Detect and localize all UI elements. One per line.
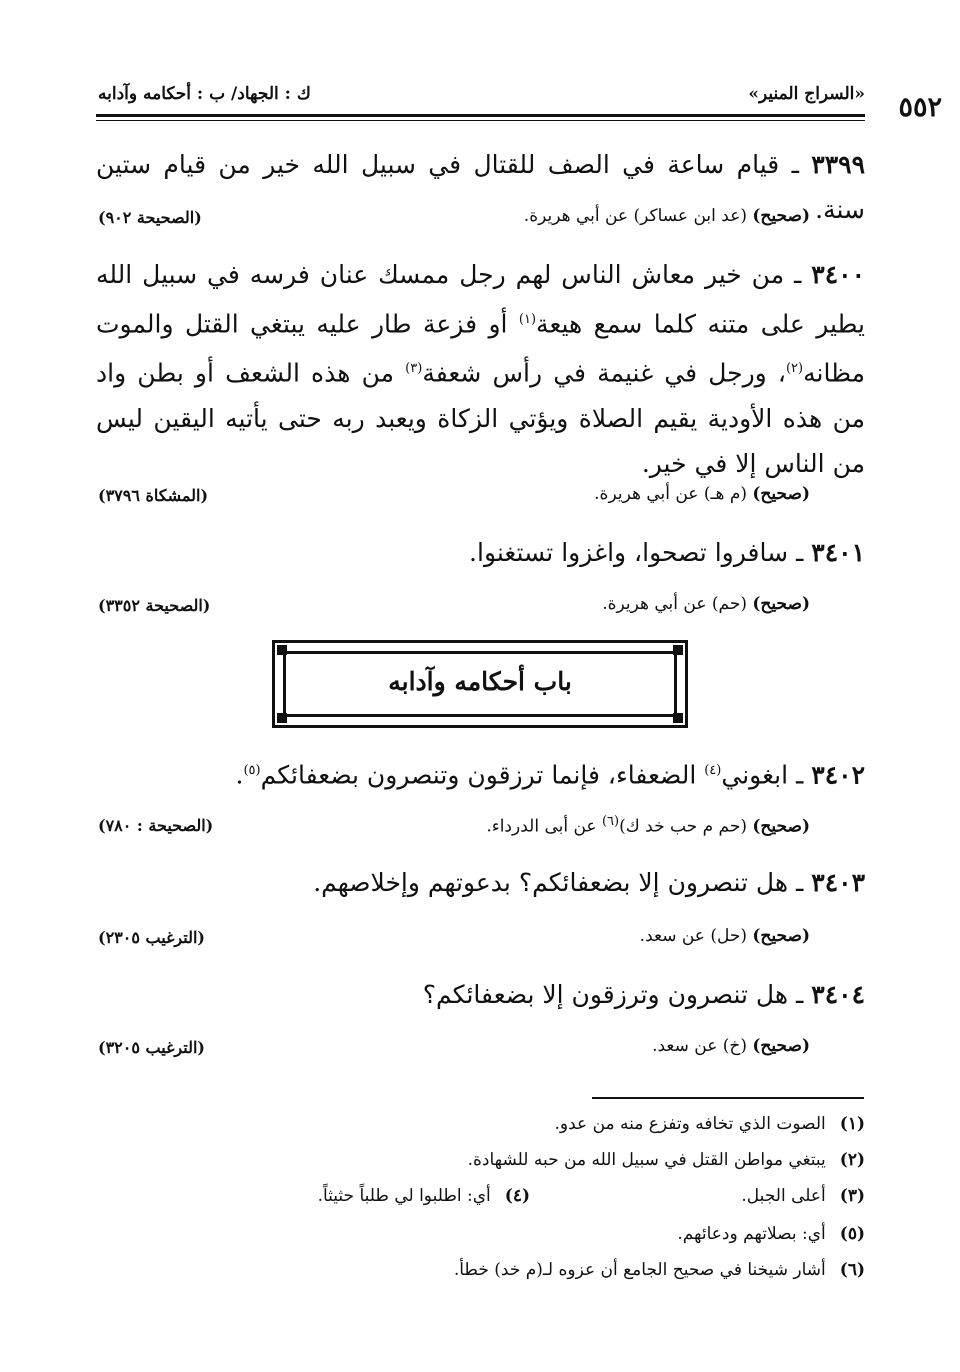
footnote-mark: (٣) [839,1186,865,1206]
hadith-text: هل تنصرون وترزقون إلا بضعفائكم؟ [422,980,789,1009]
hadith-text-part3: . [235,760,244,790]
footnote-ref-3: (٣) [405,361,423,377]
hadith-3400 [96,252,865,486]
hadith-dash: ـ [794,260,802,289]
hadith-3404 [96,972,865,1017]
footnote-separator [592,1097,864,1099]
hadith-3401 [96,530,865,575]
footnote-text: الصوت الذي تخافه وتفزع منه من عدو. [554,1114,826,1134]
hadith-grade: (صحيح) [752,206,810,226]
footnote-text: أي: اطلبوا لي طلباً حثيثاً. [317,1186,491,1206]
hadith-grade: (صحيح) [752,926,810,946]
footnote-ref-1: (١) [518,312,537,327]
hadith-text: قيام ساعة في الصف للقتال في سبيل الله خير من قيام ستين سنة. [96,150,865,224]
hadith-attribution: (عد ابن عساكر) عن أبي هريرة. [523,206,747,226]
hadith-dash: ـ [796,538,804,567]
corner-ornament [673,645,683,655]
hadith-3402 [96,748,865,797]
hadith-reference: (الصحيحة ٣٣٥٢) [98,596,211,615]
hadith-dash: ـ [791,150,799,179]
footnote-ref-4: (٤) [704,763,722,778]
hadith-source [594,484,810,504]
header-rule-thick [96,114,865,117]
chapter-heading-box [272,640,688,728]
hadith-dash: ـ [796,980,804,1009]
footnote-2 [468,1150,865,1170]
hadith-number: ٣٣٩٩ [811,150,865,179]
hadith-attribution: (حل) عن سعد. [639,926,747,946]
hadith-source [640,926,810,946]
hadith-attribution: (حم) عن أبي هريرة. [602,594,747,614]
chapter-reference: ك : الجهاد/ ب : أحكامه وآدابه [98,84,311,104]
hadith-attribution-part2: عن أبى الدرداء. [486,816,602,837]
hadith-text-part1: من خير معاش الناس لهم رجل ممسك عنان فرسه في سبيل الله يطير على متنه كلما سمع هيعة [96,260,865,339]
footnote-mark: (٥) [839,1224,865,1244]
footnote-4 [318,1186,530,1206]
corner-ornament [277,713,287,723]
chapter-title: باب أحكامه وآدابه [388,667,572,696]
footnote-1 [555,1114,866,1134]
hadith-grade: (صحيح) [752,1036,810,1056]
hadith-reference: (المشكاة ٣٧٩٦) [98,486,209,505]
hadith-number: ٣٤٠٢ [811,760,865,790]
hadith-number: ٣٤٠٠ [811,260,865,289]
hadith-3403 [96,860,865,905]
hadith-dash: ـ [796,760,804,790]
hadith-text: هل تنصرون إلا بضعفائكم؟ بدعوتهم وإخلاصهم. [313,868,789,897]
hadith-dash: ـ [796,868,804,897]
hadith-text-part2: أو فزعة طار عليه يبتغي القتل والموت مظانه [96,309,865,388]
footnote-mark: (٦) [839,1260,865,1280]
hadith-text: سافروا تصحوا، واغزوا تستغنوا. [469,538,789,567]
hadith-grade: (صحيح) [752,816,810,837]
book-title: «السراج المنير» [748,84,865,104]
footnote-ref-5: (٥) [243,763,261,778]
hadith-source [524,206,810,226]
hadith-source [486,814,810,837]
hadith-grade: (صحيح) [752,594,810,614]
hadith-text-part4: من هذه الشعف أو بطن واد من هذه الأودية يقيم الصلاة ويؤتي الزكاة ويعبد ربه حتى يأتيه اليقين ليس من الناس إلا في خير. [96,358,865,478]
hadith-number: ٣٤٠١ [811,538,865,567]
footnote-3 [741,1186,865,1206]
corner-ornament [277,645,287,655]
hadith-attribution: (م هـ) عن أبي هريرة. [594,484,747,504]
footnote-ref-6: (٦) [601,814,620,829]
hadith-grade: (صحيح) [752,484,810,504]
hadith-text-part3: ، ورجل في غنيمة في رأس شعفة [422,358,786,388]
hadith-source [652,1036,810,1056]
hadith-reference: (الترغيب ٣٢٠٥) [98,1038,205,1057]
hadith-reference: (الترغيب ٢٣٠٥) [98,928,205,947]
footnote-mark: (٢) [839,1150,865,1170]
footnote-text: أشار شيخنا في صحيح الجامع أن عزوه لـ(م خد) خطأ. [453,1260,826,1280]
header-rule-thin [96,120,865,121]
footnote-text: أي: بصلاتهم ودعائهم. [677,1224,826,1244]
hadith-number: ٣٤٠٤ [811,980,865,1009]
corner-ornament [673,713,683,723]
footnote-6 [454,1260,865,1280]
hadith-source [602,594,810,614]
footnote-text: أعلى الجبل. [741,1186,826,1206]
hadith-number: ٣٤٠٣ [811,868,865,897]
hadith-reference: (الصحيحة ٩٠٢) [98,208,202,227]
hadith-attribution: (خ) عن سعد. [652,1036,747,1056]
footnote-mark: (٤) [504,1186,530,1206]
hadith-text-part2: الضعفاء، فإنما ترزقون وتنصرون بضعفائكم [260,760,705,790]
footnote-5 [677,1224,865,1244]
hadith-reference: (الصحيحة : ٧٨٠) [98,816,214,835]
footnote-mark: (١) [839,1114,865,1134]
footnote-text: يبتغي مواطن القتل في سبيل الله من حبه للشهادة. [467,1150,826,1170]
footnote-ref-2: (٢) [785,361,804,377]
hadith-text-part1: ابغوني [721,760,789,790]
hadith-attribution-part1: (حم م حب خد ك) [619,816,747,837]
page-number: ٥٥٢ [898,92,942,123]
